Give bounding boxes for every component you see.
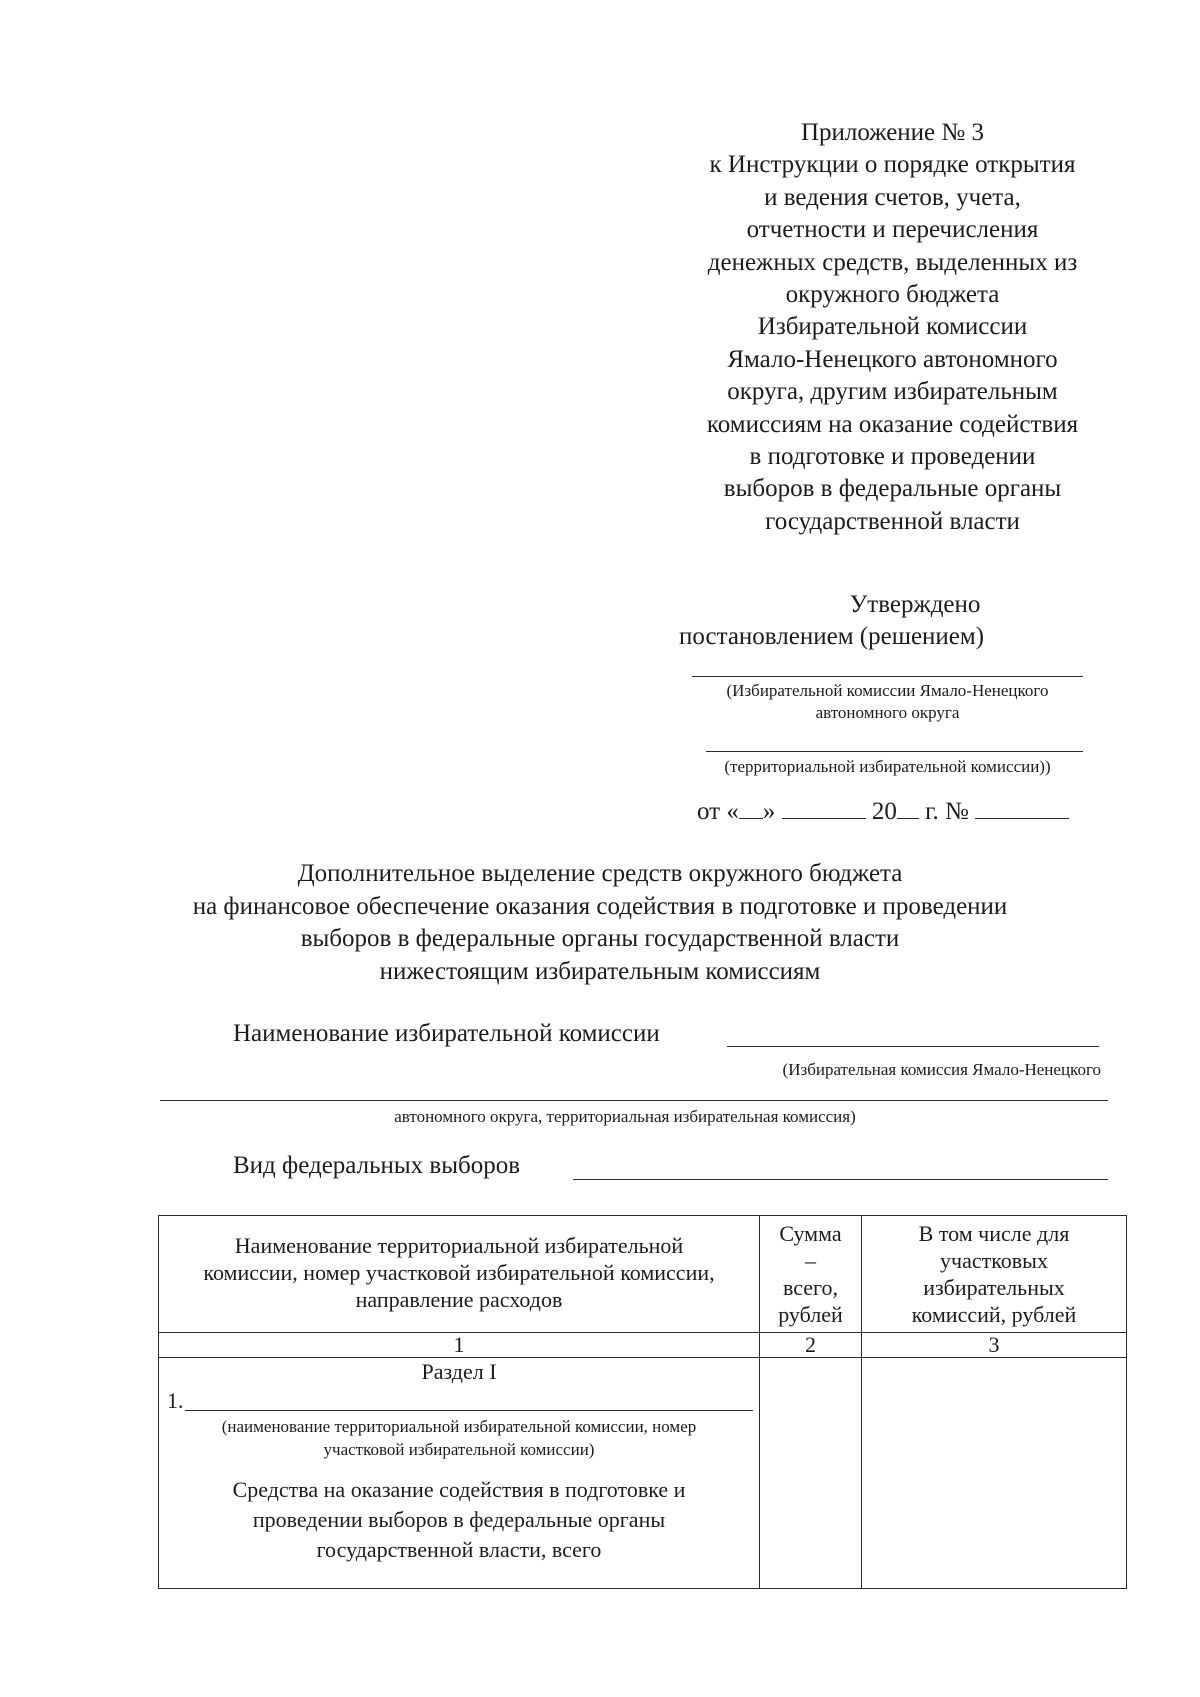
commission-name-blank[interactable] [727,1046,1099,1047]
item-note-line2: участковой избирательной комиссии) [323,1440,595,1459]
header-col-name [159,1216,760,1333]
election-type-label: Вид федеральных выборов [233,1152,521,1179]
day-blank [739,796,763,819]
header-line: всего, [782,1275,839,1300]
column-number: 1 [159,1333,760,1358]
commission-caption-line1: (Избирательной комиссии Ямало-Ненецкого [726,681,1049,700]
header-line: Сумма [779,1221,842,1246]
appendix-line: к Инструкции о порядке открытия [709,151,1076,179]
appendix-line: Приложение № 3 [800,119,985,146]
number-prefix: г. № [925,798,969,825]
appendix-line: Ямало-Ненецкого автономного [727,345,1058,373]
header-line: рублей [778,1302,843,1327]
appendix-line: Избирательной комиссии [757,313,1028,341]
number-blank [975,796,1069,819]
date-quote-close: » [762,798,776,825]
approval-block [680,589,1120,653]
commission-name-label: Наименование избирательной комиссии [233,1020,660,1047]
appendix-line: выборов в федеральные органы [723,475,1062,503]
table-row [159,1358,1127,1589]
header-line: избирательных [923,1275,1065,1300]
territorial-caption [690,756,1085,778]
title-line: на финансовое обеспечение оказания содействия в подготовке и проведении [192,892,1008,920]
commission-caption-line2: автономного округа [815,703,960,722]
commission-name-caption-2: автономного округа, территориальная избирательная комиссия) [394,1107,856,1126]
item-number: 1. [167,1388,184,1413]
year-blank [897,796,919,819]
section-title: Раздел I [421,1359,497,1384]
column-number-row [159,1333,1127,1358]
header-line: участковых [940,1248,1048,1273]
election-type-blank[interactable] [573,1179,1108,1180]
header-line: Наименование территориальной избирательной [234,1233,684,1258]
header-line: направление расходов [355,1287,563,1312]
month-blank [782,796,866,819]
commission-name-blank-2[interactable] [160,1100,1108,1101]
appendix-line: в подготовке и проведении [749,443,1036,471]
approved-by-text: постановлением (решением) [679,623,985,650]
budget-table [158,1215,1127,1589]
year-prefix: 20 [871,798,897,825]
column-number: 3 [862,1333,1127,1358]
column-number: 2 [760,1333,862,1358]
title-line: Дополнительное выделение средств окружного бюджета [297,860,903,887]
appendix-line: округа, другим избирательным [727,378,1058,406]
document-title [130,858,1070,988]
funds-line1: Средства на оказание содействия в подготовке и [232,1477,686,1502]
header-line: комиссии, номер участковой избирательной комиссии, [203,1260,715,1285]
item-number-line [167,1387,759,1415]
precinct-amount-cell[interactable] [862,1358,1127,1589]
item-name-blank[interactable] [185,1410,753,1411]
territorial-caption-text: (территориальной избирательной комиссии)) [724,757,1051,776]
item-note-line1: (наименование территориальной избирательной комиссии, номер [221,1417,697,1436]
header-col-precinct [862,1216,1127,1333]
approved-heading: Утверждено [849,591,981,618]
total-amount-cell[interactable] [760,1358,862,1589]
commission-caption [690,680,1085,724]
appendix-line: комиссиям на оказание содействия [706,410,1079,438]
title-line: нижестоящим избирательным комиссиям [379,957,821,985]
appendix-line: окружного бюджета [785,281,1000,309]
date-prefix: от « [697,798,739,825]
table-header-row [159,1216,1127,1333]
commission-name-caption-1: (Избирательная комиссия Ямало-Ненецкого [782,1060,1101,1079]
header-line: В том числе для [918,1221,1070,1246]
appendix-line: денежных средств, выделенных из [707,248,1078,276]
appendix-block [650,117,1135,538]
territorial-signature-line [706,751,1083,752]
approval-date-line [697,796,1069,826]
commission-signature-line [692,676,1083,677]
funds-line2: проведении выборов в федеральные органы [252,1507,666,1532]
header-line: – [805,1248,816,1273]
appendix-line: отчетности и перечисления [746,216,1039,244]
title-line: выборов в федеральные органы государственной власти [300,925,900,952]
funds-line3: государственной власти, всего [316,1537,602,1562]
header-line: комиссий, рублей [911,1302,1077,1327]
section-cell [159,1358,760,1589]
appendix-line: и ведения счетов, учета, [764,183,1021,211]
appendix-line: государственной власти [765,507,1020,535]
header-col-total [760,1216,862,1333]
